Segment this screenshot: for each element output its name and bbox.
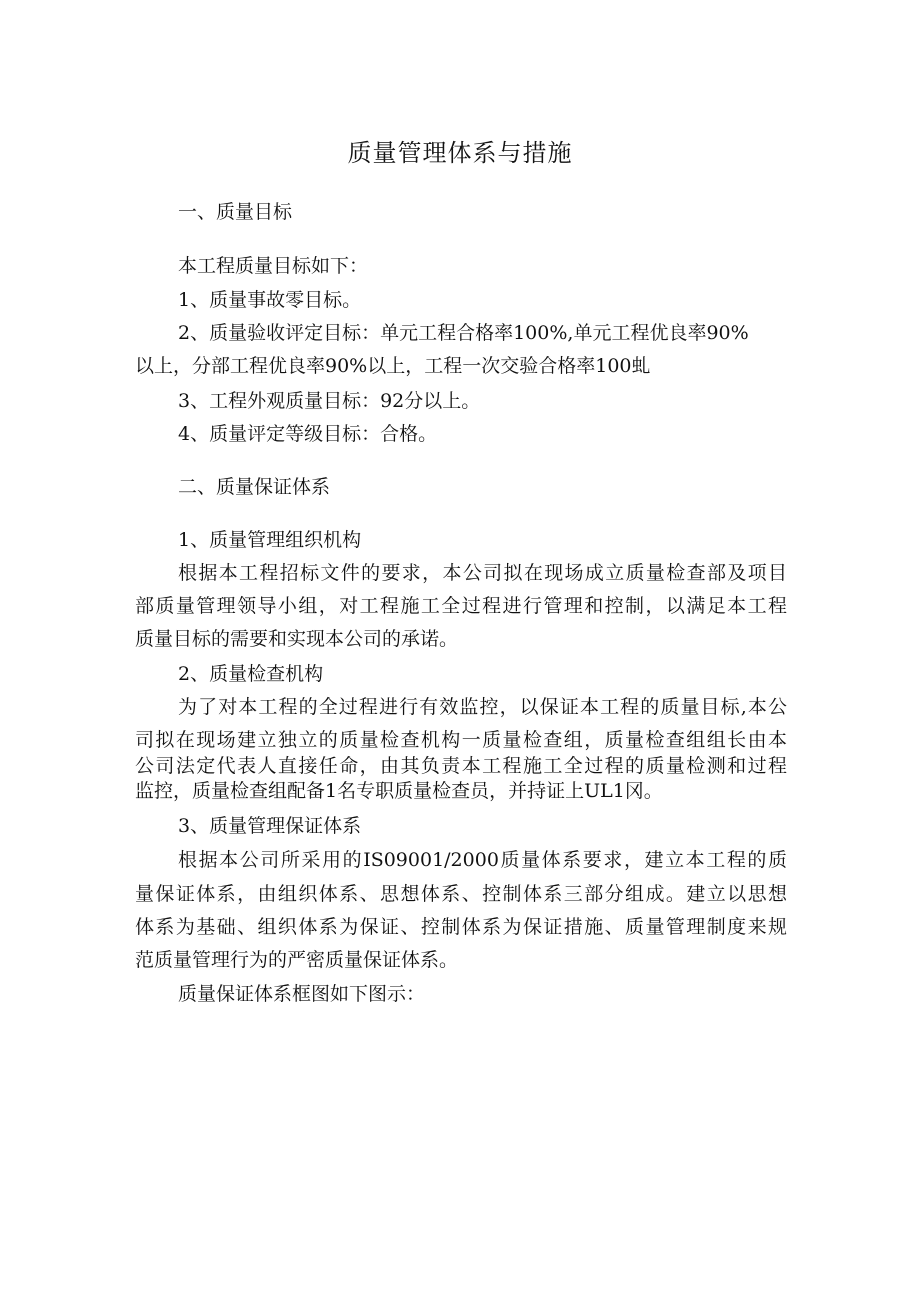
- section-heading-quality-assurance: 二、质量保证体系: [178, 476, 331, 498]
- goal-item-4: 4、质量评定等级目标：合格。: [178, 423, 438, 445]
- assurance-paragraph-line-1: 根据本公司所采用的IS09001/2000质量体系要求，建立本工程的质: [178, 849, 787, 871]
- organization-paragraph-line-1: 根据本工程招标文件的要求，本公司拟在现场成立质量检查部及项目: [178, 562, 787, 584]
- subsection-heading-organization: 1、质量管理组织机构: [178, 529, 362, 551]
- organization-paragraph-line-2: 部质量管理领导小组，对工程施工全过程进行管理和控制，以满足本工程: [135, 595, 787, 617]
- inspection-paragraph-line-3: 公司法定代表人直接任命，由其负责本工程施工全过程的质量检测和过程: [135, 755, 787, 777]
- inspection-paragraph-line-2: 司拟在现场建立独立的质量检查机构一质量检查组，质量检查组组长由本: [135, 729, 787, 751]
- organization-paragraph-line-3: 质量目标的需要和实现本公司的承诺。: [135, 628, 459, 650]
- goal-item-2-line-2: 以上，分部工程优良率90%以上，工程一次交验合格率100虬: [135, 355, 651, 377]
- diagram-caption: 质量保证体系框图如下图示：: [178, 983, 426, 1005]
- goal-item-1: 1、质量事故零目标。: [178, 289, 362, 311]
- inspection-paragraph-line-1: 为了对本工程的全过程进行有效监控，以保证本工程的质量目标,本公: [178, 696, 787, 718]
- subsection-heading-inspection: 2、质量检查机构: [178, 663, 324, 685]
- goal-item-2-line-1: 2、质量验收评定目标：单元工程合格率100%,单元工程优良率90%: [178, 322, 749, 344]
- subsection-heading-assurance-system: 3、质量管理保证体系: [178, 815, 362, 837]
- assurance-paragraph-line-3: 体系为基础、组织体系为保证、控制体系为保证措施、质量管理制度来规: [135, 916, 787, 938]
- assurance-paragraph-line-4: 范质量管理行为的严密质量保证体系。: [135, 949, 459, 971]
- assurance-paragraph-line-2: 量保证体系，由组织体系、思想体系、控制体系三部分组成。建立以思想: [135, 883, 787, 905]
- inspection-paragraph-line-4: 监控，质量检查组配备1名专职质量检查员，并持证上UL1冈。: [135, 780, 663, 802]
- goals-intro: 本工程质量目标如下：: [178, 255, 369, 277]
- goal-item-3: 3、工程外观质量目标：92分以上。: [178, 390, 481, 412]
- page-title: 质量管理体系与措施: [347, 139, 573, 167]
- section-heading-quality-goals: 一、质量目标: [178, 201, 293, 223]
